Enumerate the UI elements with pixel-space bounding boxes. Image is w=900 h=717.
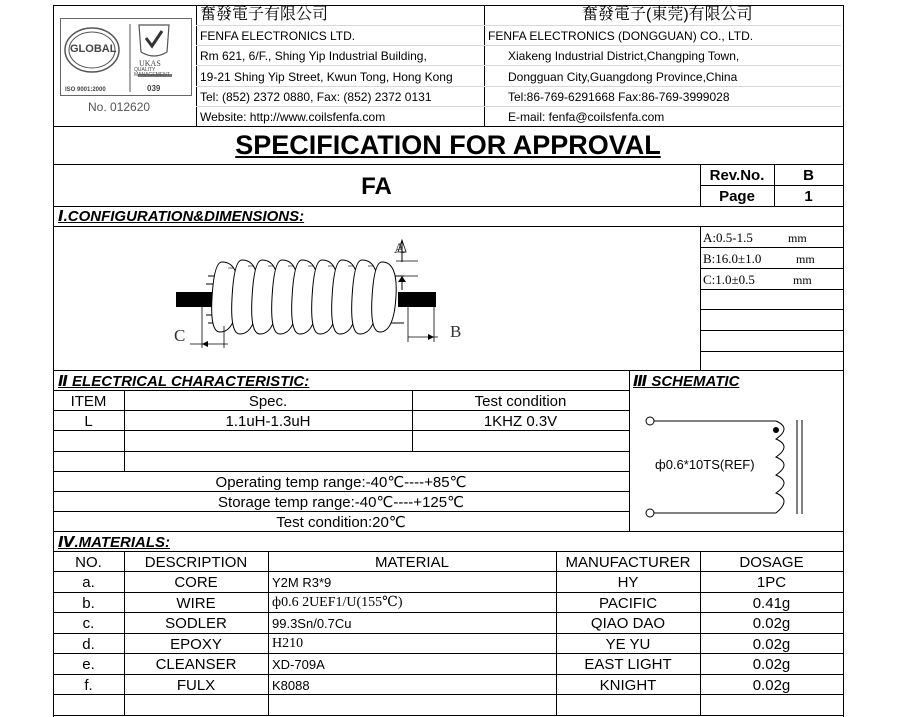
mat-material: ф0.6 2UEF1/U(155℃) [272,595,403,610]
rev-value: B [803,167,814,184]
section-1-title: Ⅰ.CONFIGURATION&DIMENSIONS: [58,208,305,225]
schematic-label: ф0.6*10TS(REF) [655,457,755,472]
certificate-number: No. 012620 [88,100,151,114]
mat-dosage: 0.02g [752,615,791,632]
dg-address-2: Dongguan City,Guangdong Province,China [508,70,738,84]
mat-header-no: NO. [75,554,102,571]
mat-no: a. [82,574,95,591]
mat-manufacturer: EAST LIGHT [584,656,672,673]
mat-material: H210 [272,636,304,651]
mat-no: d. [82,636,95,653]
mat-manufacturer: QIAO DAO [590,615,666,632]
rev-label: Rev.No. [709,167,765,184]
dimension-b-unit: mm [796,252,815,266]
dimension-c: C:1.0±0.5 [703,272,755,287]
section-4-title: Ⅳ.MATERIALS: [58,534,171,551]
page-value: 1 [804,188,813,205]
mat-no: e. [82,656,95,673]
part-number: FA [361,173,392,200]
dim-label-c: C [174,326,186,345]
hk-website[interactable]: Website: http://www.coilsfenfa.com [200,110,386,124]
mat-no: c. [82,615,95,632]
dimension-b: B:16.0±1.0 [703,251,762,266]
mat-description: FULX [176,677,216,694]
mat-dosage: 0.02g [752,656,791,673]
iso-text: ISO 9001:2000 [65,87,106,93]
elec-condition: 1KHZ 0.3V [483,413,558,430]
hk-company-en: FENFA ELECTRONICS LTD. [200,29,356,43]
mat-description: WIRE [176,595,216,612]
mat-dosage: 0.02g [752,677,791,694]
mat-material: XD-709A [272,657,325,672]
elec-header-spec: Spec. [248,393,288,410]
elec-header-item: ITEM [70,393,107,410]
mat-manufacturer: HY [617,574,639,591]
mat-no: b. [82,595,95,612]
hk-tel-fax: Tel: (852) 2372 0880, Fax: (852) 2372 0131 [200,90,432,104]
mat-description: SODLER [165,615,227,632]
hk-company-cn: 奮發電子有限公司 [200,6,329,23]
dim-label-b: B [450,322,462,341]
storage-temp-range: Storage temp range:-40℃----+125℃ [218,494,464,511]
ukas-logo-text: UKAS [139,59,161,68]
dimension-a: A:0.5-1.5 [703,230,753,245]
dimension-c-unit: mm [793,273,812,287]
mat-manufacturer: PACIFIC [598,595,658,612]
dimension-a-unit: mm [788,231,807,245]
page-label: Page [719,188,755,205]
dg-email[interactable]: E-mail: fenfa@coilsfenfa.com [508,110,665,124]
section-2-title: Ⅱ ELECTRICAL CHARACTERISTIC: [58,373,310,390]
mat-description: CORE [174,574,218,591]
coil-dimension-drawing [170,234,470,356]
elec-item: L [84,413,93,430]
dg-address-1: Xiakeng Industrial District,Changping Town, [508,49,740,63]
mat-material: Y2M R3*9 [272,575,332,590]
mat-header-dosage: DOSAGE [739,554,804,571]
hk-address-1: Rm 621, 6/F., Shing Yip Industrial Building, [200,49,427,63]
mat-header-material: MATERIAL [375,554,449,571]
dg-tel-fax: Tel:86-769-6291668 Fax:86-769-3999028 [508,90,730,104]
dg-company-cn: 奮發電子(東莞)有限公司 [582,6,753,23]
mat-manufacturer: KNIGHT [599,677,657,694]
mat-no: f. [84,677,93,694]
section-3-title: Ⅲ SCHEMATIC [633,373,740,390]
dim-label-a: A [394,241,405,257]
document-title: SPECIFICATION FOR APPROVAL [235,130,661,160]
ukas-sub-text: QUALITY MANAGEMENT [134,67,170,78]
mat-material: K8088 [272,678,310,693]
mat-dosage: 0.41g [752,595,791,612]
operating-temp-range: Operating temp range:-40℃----+85℃ [215,474,467,491]
hk-address-2: 19-21 Shing Yip Street, Kwun Tong, Hong Kong [200,70,453,84]
mat-material: 99.3Sn/0.7Cu [272,616,352,631]
certification-seal [62,22,192,96]
mat-dosage: 1PC [756,574,787,591]
ukas-code: 039 [147,84,161,93]
global-logo-text: GLOBAL [70,43,117,55]
elec-header-condition: Test condition [474,393,567,410]
mat-description: EPOXY [170,636,222,653]
mat-manufacturer: YE YU [605,636,651,653]
mat-header-manufacturer: MANUFACTURER [565,554,691,571]
mat-dosage: 0.02g [752,636,791,653]
elec-spec: 1.1uH-1.3uH [225,413,311,430]
test-condition: Test condition:20℃ [276,514,406,531]
dg-company-en: FENFA ELECTRONICS (DONGGUAN) CO., LTD. [488,29,754,43]
mat-description: CLEANSER [155,656,237,673]
mat-header-description: DESCRIPTION [144,554,248,571]
